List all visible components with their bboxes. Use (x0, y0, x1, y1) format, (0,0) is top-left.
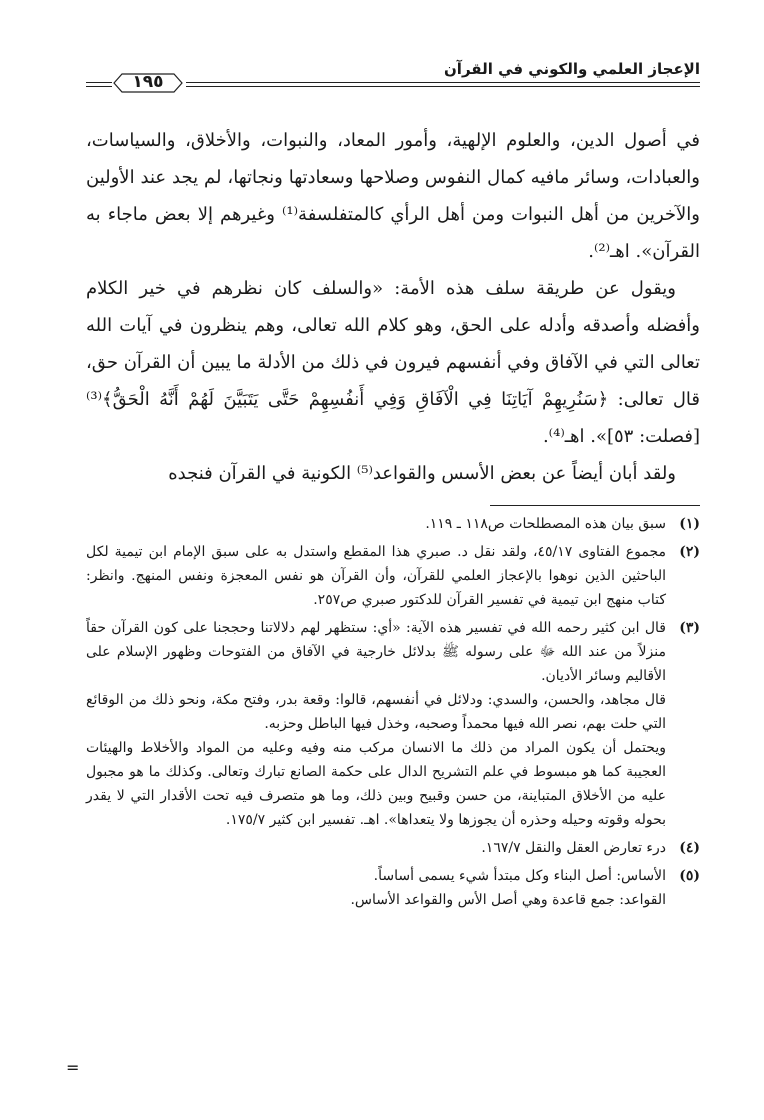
running-title: الإعجاز العلمي والكوني في القرآن (444, 60, 700, 78)
footnote-number: (٥) (679, 868, 700, 884)
footnote-text: قال ابن كثير رحمه الله في تفسير هذه الآية: «أي: ستظهر لهم دلالاتنا وحججنا على كون القرآن حقاً منزلاً من عند الله ﷻ على رسوله ﷺ بدلائل خارجية في الآفاق من الفتوحات وظهور الإسلام على الأقاليم وسائر الأديان. (86, 620, 666, 684)
footnote (86, 864, 700, 912)
footnote-text: مجموع الفتاوى ٤٥/١٧، ولقد نقل د. صبري هذا المقطع واستدل به على سبق الإمام ابن تيمية لكل الباحثين الذين نوهوا بالإعجاز العلمي للقرآن، وأن القرآن هو نفس المعجزة ونفس المنهج. وانظر: كتاب منهج ابن تيمية في تفسير القرآن للدكتور صبري ص٢٥٧. (86, 544, 667, 608)
main-text (86, 122, 700, 492)
header-rule (86, 82, 112, 83)
footnote-number: (١) (679, 516, 700, 532)
footnote (86, 540, 700, 612)
footnote-number: (٤) (679, 840, 700, 856)
footnote-text: ويحتمل أن يكون المراد من ذلك ما الانسان مركب منه وفيه وعليه من المواد والأخلاط والهيئات العجيبة كما هو مبسوط في علم التشريح الدال على حكمة الصانع تبارك وتعالى. وكذلك ما هو مجبول عليه من الأخلاق المتباينة، من حسن وقبيح وبين ذلك، وما هو متصرف فيه تحت الأقدار التي لا يقدر بحوله وقوته وحيله وحذره أن يجوزها ولا يتعداها». اهـ. تفسير ابن كثير ١٧٥/٧. (86, 740, 666, 828)
footnote-text: سبق بيان هذه المصطلحات ص١١٨ ـ ١١٩. (425, 516, 666, 532)
paragraph: في أصول الدين، والعلوم الإلهية، وأمور المعاد، والنبوات، والأخلاق، والسياسات، والعبادات، وسائر مافيه كمال النفوس وصلاحها وسعادتها ونجاتها، لم يجد عند الأولين والآخرين من أهل النبوات ومن أهل الرأي كالمتفلسفة⁽¹⁾ وغيرهم إلا بعض ماجاء به القرآن». اهـ⁽²⁾. (86, 130, 700, 262)
page-header (86, 56, 700, 96)
footnote-text: درء تعارض العقل والنقل ١٦٧/٧. (481, 840, 666, 856)
header-rule (186, 82, 700, 83)
footnote (86, 836, 700, 860)
continuation-mark: = (66, 1058, 80, 1077)
footnote-text: قال مجاهد، والحسن، والسدي: ودلائل في أنفسهم، قالوا: وقعة بدر، وفتح مكة، ونحو ذلك من الوقائع التي حلت بهم، نصر الله فيها محمداً وصحبه، وخذل فيها الباطل وحزبه. (86, 692, 667, 732)
footnotes (86, 512, 700, 916)
paragraph: ولقد أبان أيضاً عن بعض الأسس والقواعد⁽⁵⁾ الكونية في القرآن فنجده (168, 463, 676, 484)
page-number-badge (112, 70, 184, 96)
footnote-text: القواعد: جمع قاعدة وهي أصل الأس والقواعد الأساس. (350, 892, 666, 908)
footnote-divider (490, 505, 700, 506)
footnote (86, 616, 700, 832)
footnote-text: الأساس: أصل البناء وكل مبتدأ شيء يسمى أساساً. (373, 868, 666, 884)
page-number: ١٩٥ (132, 72, 164, 92)
footnote (86, 512, 700, 536)
header-rule (86, 86, 112, 87)
footnote-number: (٣) (679, 620, 700, 636)
header-rule (186, 86, 700, 87)
footnote-number: (٢) (679, 544, 700, 560)
paragraph: ويقول عن طريقة سلف هذه الأمة: «والسلف كان نظرهم في خير الكلام وأفضله وأصدقه وأدله على الحق، وهو كلام الله تعالى، وهم ينظرون في آيات الله تعالى التي في الآفاق وفي أنفسهم فيرون في ذلك من الأدلة ما يبين أن القرآن حق، قال تعالى: ﴿سَنُرِيهِمْ آيَاتِنَا فِي الْآفَاقِ وَفِي أَنفُسِهِمْ حَتَّى يَتَبَيَّنَ لَهُمْ أَنَّهُ الْحَقُّ﴾⁽³⁾ [فصلت: ٥٣]». اهـ⁽⁴⁾. (86, 278, 700, 447)
